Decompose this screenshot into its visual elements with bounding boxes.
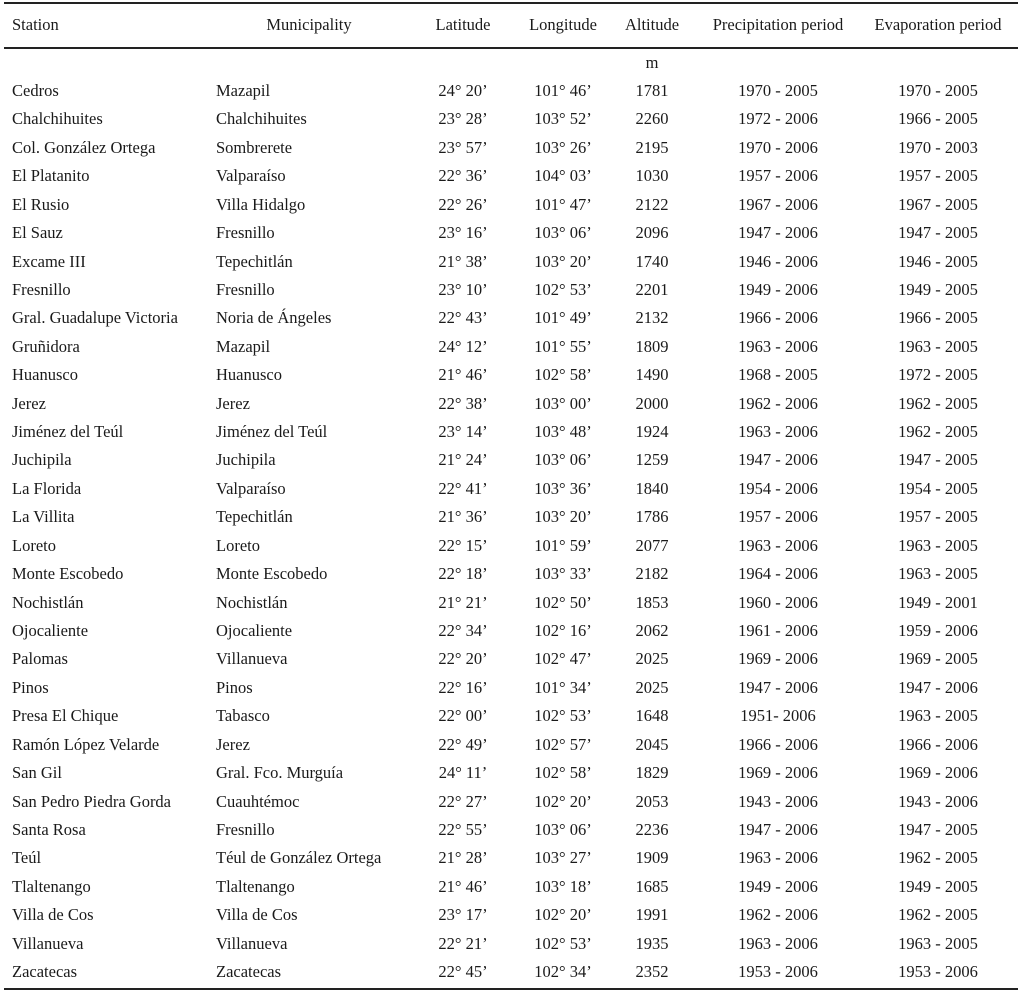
cell-municipality: Nochistlán [216, 592, 288, 612]
cell-altitude: 1781 [635, 81, 669, 100]
cell-altitude: 1853 [635, 592, 669, 612]
cell-municipality: Jiménez del Teúl [216, 422, 328, 442]
cell-precipitation-period: 1954 - 2006 [738, 478, 818, 498]
cell-municipality: Fresnillo [216, 223, 275, 243]
table-row [0, 105, 1021, 133]
cell-precipitation-period: 1946 - 2006 [738, 251, 818, 271]
cell-municipality: Huanusco [216, 365, 282, 385]
header-station: Station [12, 15, 59, 34]
cell-station: Gral. Guadalupe Victoria [12, 308, 178, 328]
cell-municipality: Zacatecas [216, 962, 282, 982]
header-latitude: Latitude [435, 15, 491, 34]
cell-evaporation-period: 1963 - 2005 [898, 706, 978, 726]
cell-precipitation-period: 1963 - 2006 [738, 336, 818, 356]
cell-altitude: 2062 [635, 620, 669, 640]
table-row [0, 191, 1021, 219]
cell-longitude: 102° 53’ [534, 933, 592, 953]
cell-municipality: Monte Escobedo [216, 564, 328, 584]
table-row [0, 304, 1021, 332]
cell-evaporation-period: 1947 - 2005 [898, 819, 978, 839]
table-row [0, 674, 1021, 702]
cell-altitude: 2201 [635, 279, 669, 299]
cell-longitude: 102° 53’ [534, 706, 592, 726]
cell-station: Villa de Cos [12, 905, 94, 925]
cell-precipitation-period: 1957 - 2006 [738, 507, 818, 527]
cell-latitude: 21° 38’ [438, 251, 488, 271]
table-row [0, 702, 1021, 730]
cell-municipality: Pinos [216, 677, 253, 697]
cell-precipitation-period: 1967 - 2006 [738, 194, 818, 214]
cell-latitude: 21° 36’ [438, 507, 488, 527]
cell-station: Tlaltenango [12, 876, 91, 896]
cell-precipitation-period: 1966 - 2006 [738, 308, 818, 328]
cell-longitude: 103° 20’ [534, 507, 592, 527]
table-row [0, 418, 1021, 446]
table-row [0, 589, 1021, 617]
cell-latitude: 21° 21’ [438, 592, 488, 612]
cell-longitude: 103° 18’ [534, 876, 592, 896]
cell-altitude: 1030 [635, 166, 669, 186]
cell-longitude: 101° 59’ [534, 535, 592, 555]
header-longitude: Longitude [529, 15, 597, 34]
cell-latitude: 24° 12’ [438, 336, 488, 356]
cell-altitude: 2195 [635, 137, 669, 157]
table-row [0, 844, 1021, 872]
cell-municipality: Mazapil [216, 81, 271, 100]
cell-altitude: 1840 [635, 478, 669, 498]
cell-longitude: 102° 47’ [534, 649, 592, 669]
cell-municipality: Noria de Ángeles [216, 308, 332, 328]
cell-altitude: 2000 [635, 393, 669, 413]
cell-municipality: Fresnillo [216, 819, 275, 839]
cell-municipality: Tepechitlán [216, 251, 293, 271]
cell-altitude: 1924 [635, 422, 669, 442]
cell-municipality: Ojocaliente [216, 620, 293, 640]
table-row [0, 788, 1021, 816]
header-evaporation-period: Evaporation period [874, 15, 1002, 34]
cell-altitude: 2053 [635, 791, 669, 811]
cell-evaporation-period: 1966 - 2006 [898, 734, 978, 754]
cell-station: San Gil [12, 763, 62, 783]
cell-latitude: 23° 17’ [438, 905, 488, 925]
cell-municipality: Villanueva [216, 933, 288, 953]
cell-latitude: 22° 00’ [438, 706, 488, 726]
cell-altitude: 2182 [635, 564, 669, 584]
cell-longitude: 101° 46’ [534, 81, 592, 100]
header-precipitation-period: Precipitation period [712, 15, 844, 34]
cell-evaporation-period: 1963 - 2005 [898, 564, 978, 584]
cell-precipitation-period: 1943 - 2006 [738, 791, 818, 811]
cell-station: Zacatecas [12, 962, 78, 982]
cell-station: Chalchihuites [12, 109, 103, 129]
cell-longitude: 103° 06’ [534, 819, 592, 839]
cell-municipality: Tepechitlán [216, 507, 293, 527]
cell-longitude: 103° 36’ [534, 478, 592, 498]
cell-evaporation-period: 1947 - 2005 [898, 223, 978, 243]
cell-municipality: Valparaíso [216, 166, 286, 186]
cell-precipitation-period: 1963 - 2006 [738, 848, 818, 868]
cell-municipality: Juchipila [216, 450, 276, 470]
cell-station: Ojocaliente [12, 620, 89, 640]
cell-precipitation-period: 1962 - 2006 [738, 393, 818, 413]
cell-municipality: Sombrerete [216, 137, 293, 157]
cell-longitude: 101° 34’ [534, 677, 592, 697]
cell-station: Cedros [12, 81, 59, 100]
cell-municipality: Cuauhtémoc [216, 791, 300, 811]
cell-station: El Sauz [12, 223, 63, 243]
table-row [0, 390, 1021, 418]
cell-municipality: Téul de González Ortega [216, 848, 382, 868]
cell-latitude: 22° 36’ [438, 166, 488, 186]
table-row [0, 446, 1021, 474]
cell-latitude: 22° 45’ [438, 962, 488, 982]
cell-evaporation-period: 1953 - 2006 [898, 962, 978, 982]
cell-evaporation-period: 1946 - 2005 [898, 251, 978, 271]
table-row [0, 503, 1021, 531]
cell-latitude: 22° 34’ [438, 620, 488, 640]
cell-longitude: 102° 58’ [534, 365, 592, 385]
cell-latitude: 22° 43’ [438, 308, 488, 328]
cell-evaporation-period: 1947 - 2005 [898, 450, 978, 470]
cell-latitude: 22° 26’ [438, 194, 488, 214]
cell-evaporation-period: 1963 - 2005 [898, 336, 978, 356]
cell-latitude: 23° 14’ [438, 422, 488, 442]
table-row [0, 759, 1021, 787]
cell-evaporation-period: 1954 - 2005 [898, 478, 978, 498]
cell-evaporation-period: 1957 - 2005 [898, 166, 978, 186]
bottom-rule [4, 988, 1018, 990]
cell-altitude: 1909 [635, 848, 669, 868]
cell-station: Ramón López Velarde [12, 734, 160, 754]
cell-evaporation-period: 1949 - 2005 [898, 876, 978, 896]
cell-precipitation-period: 1953 - 2006 [738, 962, 818, 982]
cell-station: Juchipila [12, 450, 72, 470]
cell-longitude: 102° 16’ [534, 620, 592, 640]
cell-precipitation-period: 1957 - 2006 [738, 166, 818, 186]
cell-longitude: 104° 03’ [534, 166, 592, 186]
cell-latitude: 23° 16’ [438, 223, 488, 243]
table-row [0, 219, 1021, 247]
cell-evaporation-period: 1963 - 2005 [898, 535, 978, 555]
cell-station: Jerez [12, 393, 46, 413]
cell-longitude: 103° 33’ [534, 564, 592, 584]
cell-precipitation-period: 1969 - 2006 [738, 649, 818, 669]
cell-latitude: 22° 20’ [438, 649, 488, 669]
cell-precipitation-period: 1969 - 2006 [738, 763, 818, 783]
cell-precipitation-period: 1947 - 2006 [738, 819, 818, 839]
cell-station: Palomas [12, 649, 68, 669]
cell-longitude: 101° 49’ [534, 308, 592, 328]
cell-altitude: 2077 [635, 535, 669, 555]
cell-municipality: Villa de Cos [216, 905, 298, 925]
cell-evaporation-period: 1949 - 2005 [898, 279, 978, 299]
table-row [0, 162, 1021, 190]
cell-latitude: 22° 38’ [438, 393, 488, 413]
cell-station: Santa Rosa [12, 819, 86, 839]
cell-precipitation-period: 1949 - 2006 [738, 876, 818, 896]
cell-altitude: 2096 [635, 223, 669, 243]
cell-municipality: Mazapil [216, 336, 271, 356]
table-row [0, 532, 1021, 560]
cell-evaporation-period: 1962 - 2005 [898, 848, 978, 868]
cell-municipality: Villa Hidalgo [216, 194, 306, 214]
cell-precipitation-period: 1964 - 2006 [738, 564, 818, 584]
cell-evaporation-period: 1963 - 2005 [898, 933, 978, 953]
cell-altitude: 1809 [635, 336, 669, 356]
table-row [0, 361, 1021, 389]
cell-precipitation-period: 1963 - 2006 [738, 933, 818, 953]
table-row [0, 930, 1021, 958]
cell-precipitation-period: 1949 - 2006 [738, 279, 818, 299]
cell-latitude: 22° 55’ [438, 819, 488, 839]
cell-latitude: 23° 10’ [438, 279, 488, 299]
table-row [0, 901, 1021, 929]
cell-latitude: 22° 15’ [438, 535, 488, 555]
cell-altitude: 1490 [635, 365, 669, 385]
cell-altitude: 2122 [635, 194, 669, 214]
table-row [0, 333, 1021, 361]
cell-longitude: 102° 53’ [534, 279, 592, 299]
table-row [0, 731, 1021, 759]
cell-station: Excame III [12, 251, 86, 271]
cell-station: La Villita [12, 507, 75, 527]
cell-precipitation-period: 1951- 2006 [740, 706, 816, 726]
cell-station: Gruñidora [12, 336, 80, 356]
cell-longitude: 102° 57’ [534, 734, 592, 754]
cell-longitude: 103° 48’ [534, 422, 592, 442]
cell-longitude: 101° 55’ [534, 336, 592, 356]
header-row [0, 11, 1021, 39]
cell-municipality: Loreto [216, 535, 260, 555]
cell-longitude: 103° 26’ [534, 137, 592, 157]
cell-precipitation-period: 1972 - 2006 [738, 109, 818, 129]
top-rule [4, 2, 1018, 4]
table-row [0, 617, 1021, 645]
cell-altitude: 1740 [635, 251, 669, 271]
cell-evaporation-period: 1966 - 2005 [898, 109, 978, 129]
cell-evaporation-period: 1970 - 2003 [898, 137, 978, 157]
cell-station: Col. González Ortega [12, 137, 156, 157]
cell-latitude: 21° 28’ [438, 848, 488, 868]
cell-station: Villanueva [12, 933, 84, 953]
cell-altitude: 1935 [635, 933, 669, 953]
cell-longitude: 102° 50’ [534, 592, 592, 612]
header-municipality: Municipality [266, 15, 352, 34]
cell-precipitation-period: 1968 - 2005 [738, 365, 818, 385]
cell-latitude: 23° 28’ [438, 109, 488, 129]
cell-station: Huanusco [12, 365, 78, 385]
cell-longitude: 102° 20’ [534, 905, 592, 925]
cell-altitude: 1829 [635, 763, 669, 783]
cell-precipitation-period: 1947 - 2006 [738, 677, 818, 697]
cell-precipitation-period: 1947 - 2006 [738, 223, 818, 243]
cell-altitude: 2025 [635, 649, 669, 669]
cell-municipality: Chalchihuites [216, 109, 307, 129]
cell-evaporation-period: 1972 - 2005 [898, 365, 978, 385]
cell-municipality: Valparaíso [216, 478, 286, 498]
cell-evaporation-period: 1966 - 2005 [898, 308, 978, 328]
cell-precipitation-period: 1963 - 2006 [738, 535, 818, 555]
table-row [0, 560, 1021, 588]
cell-latitude: 22° 49’ [438, 734, 488, 754]
cell-precipitation-period: 1962 - 2006 [738, 905, 818, 925]
cell-altitude: 2236 [635, 819, 669, 839]
cell-altitude: 2132 [635, 308, 669, 328]
cell-precipitation-period: 1970 - 2005 [738, 81, 818, 100]
cell-evaporation-period: 1970 - 2005 [898, 81, 978, 100]
table-row [0, 134, 1021, 162]
cell-station: El Rusio [12, 194, 70, 214]
table-row [0, 77, 1021, 105]
cell-municipality: Jerez [216, 734, 250, 754]
cell-longitude: 103° 06’ [534, 450, 592, 470]
cell-longitude: 102° 34’ [534, 962, 592, 982]
cell-latitude: 23° 57’ [438, 137, 488, 157]
cell-evaporation-period: 1943 - 2006 [898, 791, 978, 811]
cell-altitude: 1991 [635, 905, 669, 925]
cell-station: Teúl [12, 848, 42, 868]
cell-longitude: 102° 58’ [534, 763, 592, 783]
cell-precipitation-period: 1961 - 2006 [738, 620, 818, 640]
cell-longitude: 101° 47’ [534, 194, 592, 214]
cell-altitude: 2025 [635, 677, 669, 697]
cell-precipitation-period: 1960 - 2006 [738, 592, 818, 612]
table-row [0, 873, 1021, 901]
cell-station: Jiménez del Teúl [12, 422, 124, 442]
cell-altitude: 2260 [635, 109, 669, 129]
table-row [0, 645, 1021, 673]
cell-evaporation-period: 1959 - 2006 [898, 620, 978, 640]
cell-municipality: Villanueva [216, 649, 288, 669]
cell-longitude: 102° 20’ [534, 791, 592, 811]
cell-latitude: 22° 21’ [438, 933, 488, 953]
cell-precipitation-period: 1970 - 2006 [738, 137, 818, 157]
units-row [0, 49, 1021, 77]
table-row [0, 276, 1021, 304]
cell-latitude: 22° 27’ [438, 791, 488, 811]
cell-longitude: 103° 27’ [534, 848, 592, 868]
cell-station: Pinos [12, 677, 49, 697]
cell-station: Nochistlán [12, 592, 84, 612]
cell-latitude: 24° 11’ [438, 763, 488, 783]
cell-station: San Pedro Piedra Gorda [12, 791, 172, 811]
header-altitude: Altitude [624, 15, 680, 34]
cell-longitude: 103° 52’ [534, 109, 592, 129]
cell-precipitation-period: 1963 - 2006 [738, 422, 818, 442]
cell-evaporation-period: 1957 - 2005 [898, 507, 978, 527]
cell-latitude: 22° 16’ [438, 677, 488, 697]
cell-evaporation-period: 1969 - 2006 [898, 763, 978, 783]
table-row [0, 816, 1021, 844]
cell-municipality: Gral. Fco. Murguía [216, 763, 344, 783]
cell-longitude: 103° 20’ [534, 251, 592, 271]
cell-precipitation-period: 1947 - 2006 [738, 450, 818, 470]
cell-latitude: 22° 41’ [438, 478, 488, 498]
cell-station: El Platanito [12, 166, 90, 186]
cell-station: Monte Escobedo [12, 564, 124, 584]
cell-precipitation-period: 1966 - 2006 [738, 734, 818, 754]
cell-evaporation-period: 1947 - 2006 [898, 677, 978, 697]
cell-altitude: 1685 [635, 876, 669, 896]
cell-altitude: 1648 [635, 706, 669, 726]
table-row [0, 248, 1021, 276]
cell-municipality: Fresnillo [216, 279, 275, 299]
cell-longitude: 103° 06’ [534, 223, 592, 243]
cell-latitude: 21° 46’ [438, 876, 488, 896]
table-row [0, 958, 1021, 986]
altitude-unit: m [645, 53, 659, 72]
cell-evaporation-period: 1969 - 2005 [898, 649, 978, 669]
table-row [0, 475, 1021, 503]
cell-altitude: 1786 [635, 507, 669, 527]
cell-station: Fresnillo [12, 279, 71, 299]
cell-evaporation-period: 1962 - 2005 [898, 393, 978, 413]
cell-station: La Florida [12, 478, 82, 498]
cell-altitude: 2045 [635, 734, 669, 754]
cell-latitude: 21° 24’ [438, 450, 488, 470]
cell-altitude: 1259 [635, 450, 669, 470]
cell-latitude: 21° 46’ [438, 365, 488, 385]
cell-latitude: 24° 20’ [438, 81, 488, 100]
cell-station: Presa El Chique [12, 706, 119, 726]
cell-municipality: Tlaltenango [216, 876, 295, 896]
cell-evaporation-period: 1962 - 2005 [898, 422, 978, 442]
cell-municipality: Tabasco [216, 706, 270, 726]
cell-municipality: Jerez [216, 393, 250, 413]
cell-longitude: 103° 00’ [534, 393, 592, 413]
cell-latitude: 22° 18’ [438, 564, 488, 584]
cell-station: Loreto [12, 535, 56, 555]
cell-evaporation-period: 1962 - 2005 [898, 905, 978, 925]
cell-altitude: 2352 [635, 962, 669, 982]
cell-evaporation-period: 1967 - 2005 [898, 194, 978, 214]
cell-evaporation-period: 1949 - 2001 [898, 592, 978, 612]
